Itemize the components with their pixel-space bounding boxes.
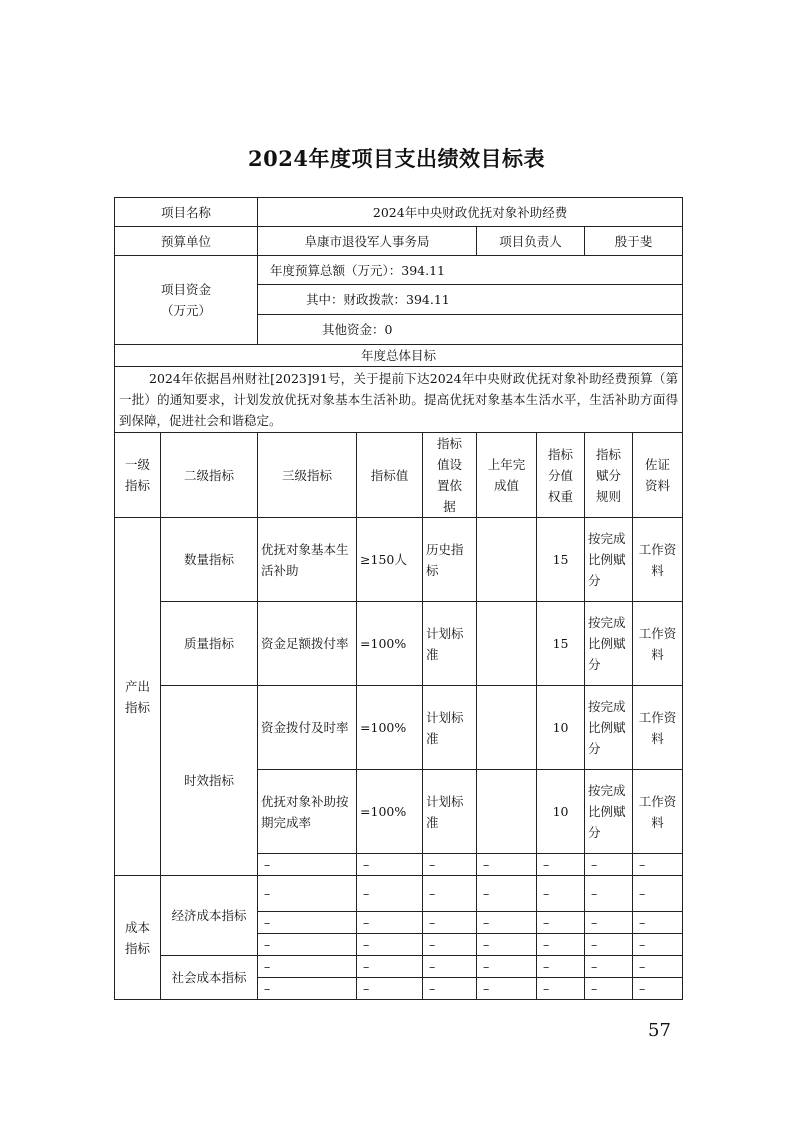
evidence-cell: 工作资料 [633,770,683,854]
prev-cell [477,602,537,686]
l2-cell: 社会成本指标 [161,956,258,1000]
value-cell: =100% [357,770,423,854]
budget-unit-row [115,227,683,256]
header-l2: 二级指标 [161,433,258,518]
value-cell: =100% [357,602,423,686]
prev-cell [477,686,537,770]
page-number: 57 [648,1020,671,1041]
l3-cell: 资金拨付及时率 [258,686,357,770]
dash-cell: – [357,978,423,1000]
dash-cell: – [423,978,477,1000]
evidence-cell: 工作资料 [633,602,683,686]
rule-cell: 按完成比例赋分 [585,518,633,602]
table-row [115,602,683,686]
table-row [115,956,683,978]
dash-cell: – [423,876,477,912]
owner-value: 殷于斐 [585,227,683,256]
table-row [115,518,683,602]
dash-cell: – [423,934,477,956]
l2-cell: 数量指标 [161,518,258,602]
header-row [115,433,683,518]
dash-cell: – [585,876,633,912]
dash-cell: – [357,876,423,912]
header-rule: 指标 赋分 规则 [585,433,633,518]
dash-cell: – [633,912,683,934]
header-l3: 三级指标 [258,433,357,518]
overall-goal-text: 2024年依据昌州财社[2023]91号，关于提前下达2024年中央财政优抚对象补助经费预算（第一批）的通知要求，计划发放优抚对象基本生活补助。提高优抚对象基本生活水平，生活补助方面得到保障，促进社会和谐稳定。 [115,367,683,433]
overall-goal-label: 年度总体目标 [115,345,683,367]
header-value: 指标值 [357,433,423,518]
output-label: 产出 指标 [115,518,161,876]
header-weight: 指标 分值 权重 [537,433,585,518]
header-evidence: 佐证 资料 [633,433,683,518]
dash-cell: – [633,854,683,876]
overall-goal-row [115,367,683,433]
budget-unit-label: 预算单位 [115,227,258,256]
header-basis: 指标 值设 置依 据 [423,433,477,518]
weight-cell: 15 [537,518,585,602]
funds-finance: 其中：财政拨款：394.11 [258,285,683,315]
project-name-value: 2024年中央财政优抚对象补助经费 [258,198,683,227]
rule-cell: 按完成比例赋分 [585,770,633,854]
dash-cell: – [537,912,585,934]
evidence-cell: 工作资料 [633,686,683,770]
dash-cell: – [585,854,633,876]
dash-cell: – [537,854,585,876]
dash-cell: – [537,934,585,956]
dash-cell: – [477,912,537,934]
l3-cell: 资金足额拨付率 [258,602,357,686]
l3-cell: 优抚对象基本生活补助 [258,518,357,602]
funds-other: 其他资金：0 [258,315,683,345]
table-row [115,876,683,912]
budget-unit-value: 阜康市退役军人事务局 [258,227,477,256]
rule-cell: 按完成比例赋分 [585,602,633,686]
dash-cell: – [477,934,537,956]
dash-cell: – [633,876,683,912]
header-l1: 一级 指标 [115,433,161,518]
dash-cell: – [477,956,537,978]
dash-cell: – [357,934,423,956]
cost-label: 成本 指标 [115,876,161,1000]
basis-cell: 计划标准 [423,602,477,686]
dash-cell: – [258,912,357,934]
basis-cell: 计划标准 [423,686,477,770]
dash-cell: – [357,854,423,876]
performance-table [114,197,683,1000]
l2-cell: 质量指标 [161,602,258,686]
dash-cell: – [258,934,357,956]
funds-label-line2: （万元） [161,303,212,318]
weight-cell: 10 [537,770,585,854]
dash-cell: – [537,956,585,978]
l2-cell: 时效指标 [161,686,258,876]
dash-cell: – [423,956,477,978]
dash-cell: – [633,934,683,956]
funds-row [115,256,683,285]
project-name-row [115,198,683,227]
dash-cell: – [537,876,585,912]
prev-cell [477,770,537,854]
dash-cell: – [258,978,357,1000]
dash-cell: – [258,956,357,978]
l2-cell: 经济成本指标 [161,876,258,956]
evidence-cell: 工作资料 [633,518,683,602]
header-prev: 上年完 成值 [477,433,537,518]
dash-cell: – [633,956,683,978]
dash-cell: – [585,978,633,1000]
dash-cell: – [585,934,633,956]
dash-cell: – [477,854,537,876]
dash-cell: – [357,912,423,934]
page-title: 2024年度项目支出绩效目标表 [248,146,545,171]
weight-cell: 10 [537,686,585,770]
dash-cell: – [258,876,357,912]
table-row [115,686,683,770]
weight-cell: 15 [537,602,585,686]
dash-cell: – [423,854,477,876]
funds-label-line1: 项目资金 [161,282,212,297]
overall-goal-header-row [115,345,683,367]
dash-cell: – [585,956,633,978]
dash-cell: – [537,978,585,1000]
rule-cell: 按完成比例赋分 [585,686,633,770]
dash-cell: – [585,912,633,934]
dash-cell: – [477,876,537,912]
dash-cell: – [258,854,357,876]
basis-cell: 历史指标 [423,518,477,602]
value-cell: =100% [357,686,423,770]
funds-label [115,256,258,345]
owner-label: 项目负责人 [477,227,585,256]
project-name-label: 项目名称 [115,198,258,227]
dash-cell: – [633,978,683,1000]
funds-total: 年度预算总额（万元）：394.11 [258,256,683,285]
dash-cell: – [357,956,423,978]
l3-cell: 优抚对象补助按期完成率 [258,770,357,854]
prev-cell [477,518,537,602]
dash-cell: – [477,978,537,1000]
dash-cell: – [423,912,477,934]
value-cell: ≥150人 [357,518,423,602]
basis-cell: 计划标准 [423,770,477,854]
